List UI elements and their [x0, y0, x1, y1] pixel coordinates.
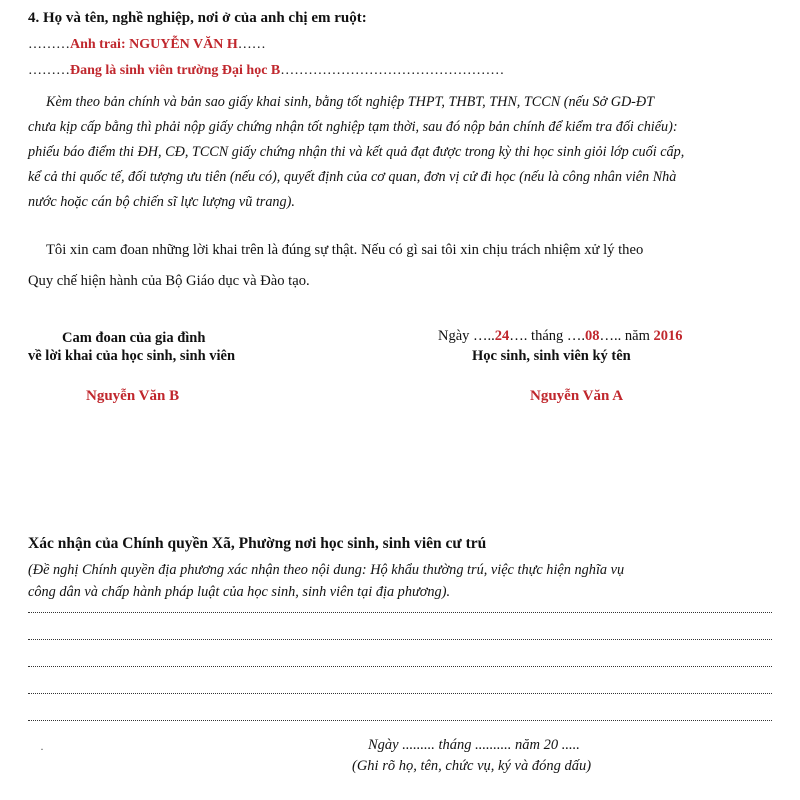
dots: …… [237, 37, 266, 52]
student-signer-name: Nguyễn Văn A [530, 388, 624, 404]
confirmation-heading: Xác nhận của Chính quyền Xã, Phường nơi học sinh, sinh viên cư trú [28, 535, 487, 552]
dotted-fill-line [28, 666, 772, 667]
family-commitment-subtitle: về lời khai của học sinh, sinh viên [28, 348, 236, 364]
confirmation-note-line1: (Đề nghị Chính quyền địa phương xác nhận theo nội dung: Hộ khẩu thường trú, việc thực hiện nghĩa vụ [28, 562, 625, 578]
paragraph-line: Kèm theo bản chính và bản sao giấy khai sinh, bằng tốt nghiệp THPT, THBT, THN, TCCN (nếu Sở GD-ĐT [46, 94, 655, 110]
paragraph-line: chưa kịp cấp bằng thì phải nộp giấy chứng nhận tốt nghiệp tạm thời, sau đó nộp bản chính để kiểm tra đối chiếu): [28, 119, 678, 135]
paragraph-line: Tôi xin cam đoan những lời khai trên là đúng sự thật. Nếu có gì sai tôi xin chịu trách nhiệm xử lý theo [46, 242, 644, 258]
dots-year-label: ….. năm [599, 328, 650, 344]
confirmation-note-line2: công dân và chấp hành pháp luật của học sinh, sinh viên tại địa phương). [28, 584, 451, 600]
dots: ……… [28, 37, 70, 52]
sibling-line-1 [28, 37, 266, 53]
sibling-line-2 [28, 63, 504, 79]
confirmation-footer-date: Ngày ......... tháng .......... năm 20 ..... [368, 737, 580, 753]
paragraph-line: Quy chế hiện hành của Bộ Giáo dục và Đào tạo. [28, 273, 310, 289]
paragraph-line: nước hoặc cán bộ chiến sĩ lực lượng vũ trang). [28, 194, 295, 210]
student-signature-title: Học sinh, sinh viên ký tên [472, 348, 631, 364]
family-signer-name: Nguyễn Văn B [86, 388, 180, 404]
date-year-value: 2016 [653, 328, 683, 344]
sibling-occupation-value: Đang là sinh viên trường Đại học B [70, 63, 281, 78]
date-day-value: 24 [494, 328, 510, 344]
dots-month-label: …. tháng …. [509, 328, 586, 344]
dotted-fill-line [28, 612, 772, 613]
dots: ….. [473, 328, 495, 344]
dots: ……… [28, 63, 70, 78]
dotted-fill-line [28, 693, 772, 694]
dots: ………………………………………… [280, 63, 505, 78]
confirmation-footer-note: (Ghi rõ họ, tên, chức vụ, ký và đóng dấu) [352, 758, 592, 774]
sibling-name-value: Anh trai: NGUYỄN VĂN H [70, 37, 238, 52]
student-date-line [438, 328, 682, 345]
family-commitment-title: Cam đoan của gia đình [62, 330, 206, 346]
section4-heading: 4. Họ và tên, nghề nghiệp, nơi ở của anh chị em ruột: [28, 10, 367, 26]
stray-mark: · [40, 742, 44, 756]
dotted-fill-line [28, 639, 772, 640]
attachment-paragraph [28, 90, 776, 215]
paragraph-line: kể cả thi quốc tế, đối tượng ưu tiên (nếu có), quyết định của cơ quan, đơn vị cử đi học (nếu là công nhân viên Nhà [28, 169, 677, 185]
dotted-fill-line [28, 720, 772, 721]
commitment-paragraph [28, 235, 776, 297]
date-month-value: 08 [585, 328, 600, 344]
date-day-label: Ngày [438, 328, 470, 344]
paragraph-line: phiếu báo điểm thi ĐH, CĐ, TCCN giấy chứng nhận thi và kết quả đạt được trong kỳ thi học sinh giỏi lớp cuối cấp, [28, 144, 685, 160]
